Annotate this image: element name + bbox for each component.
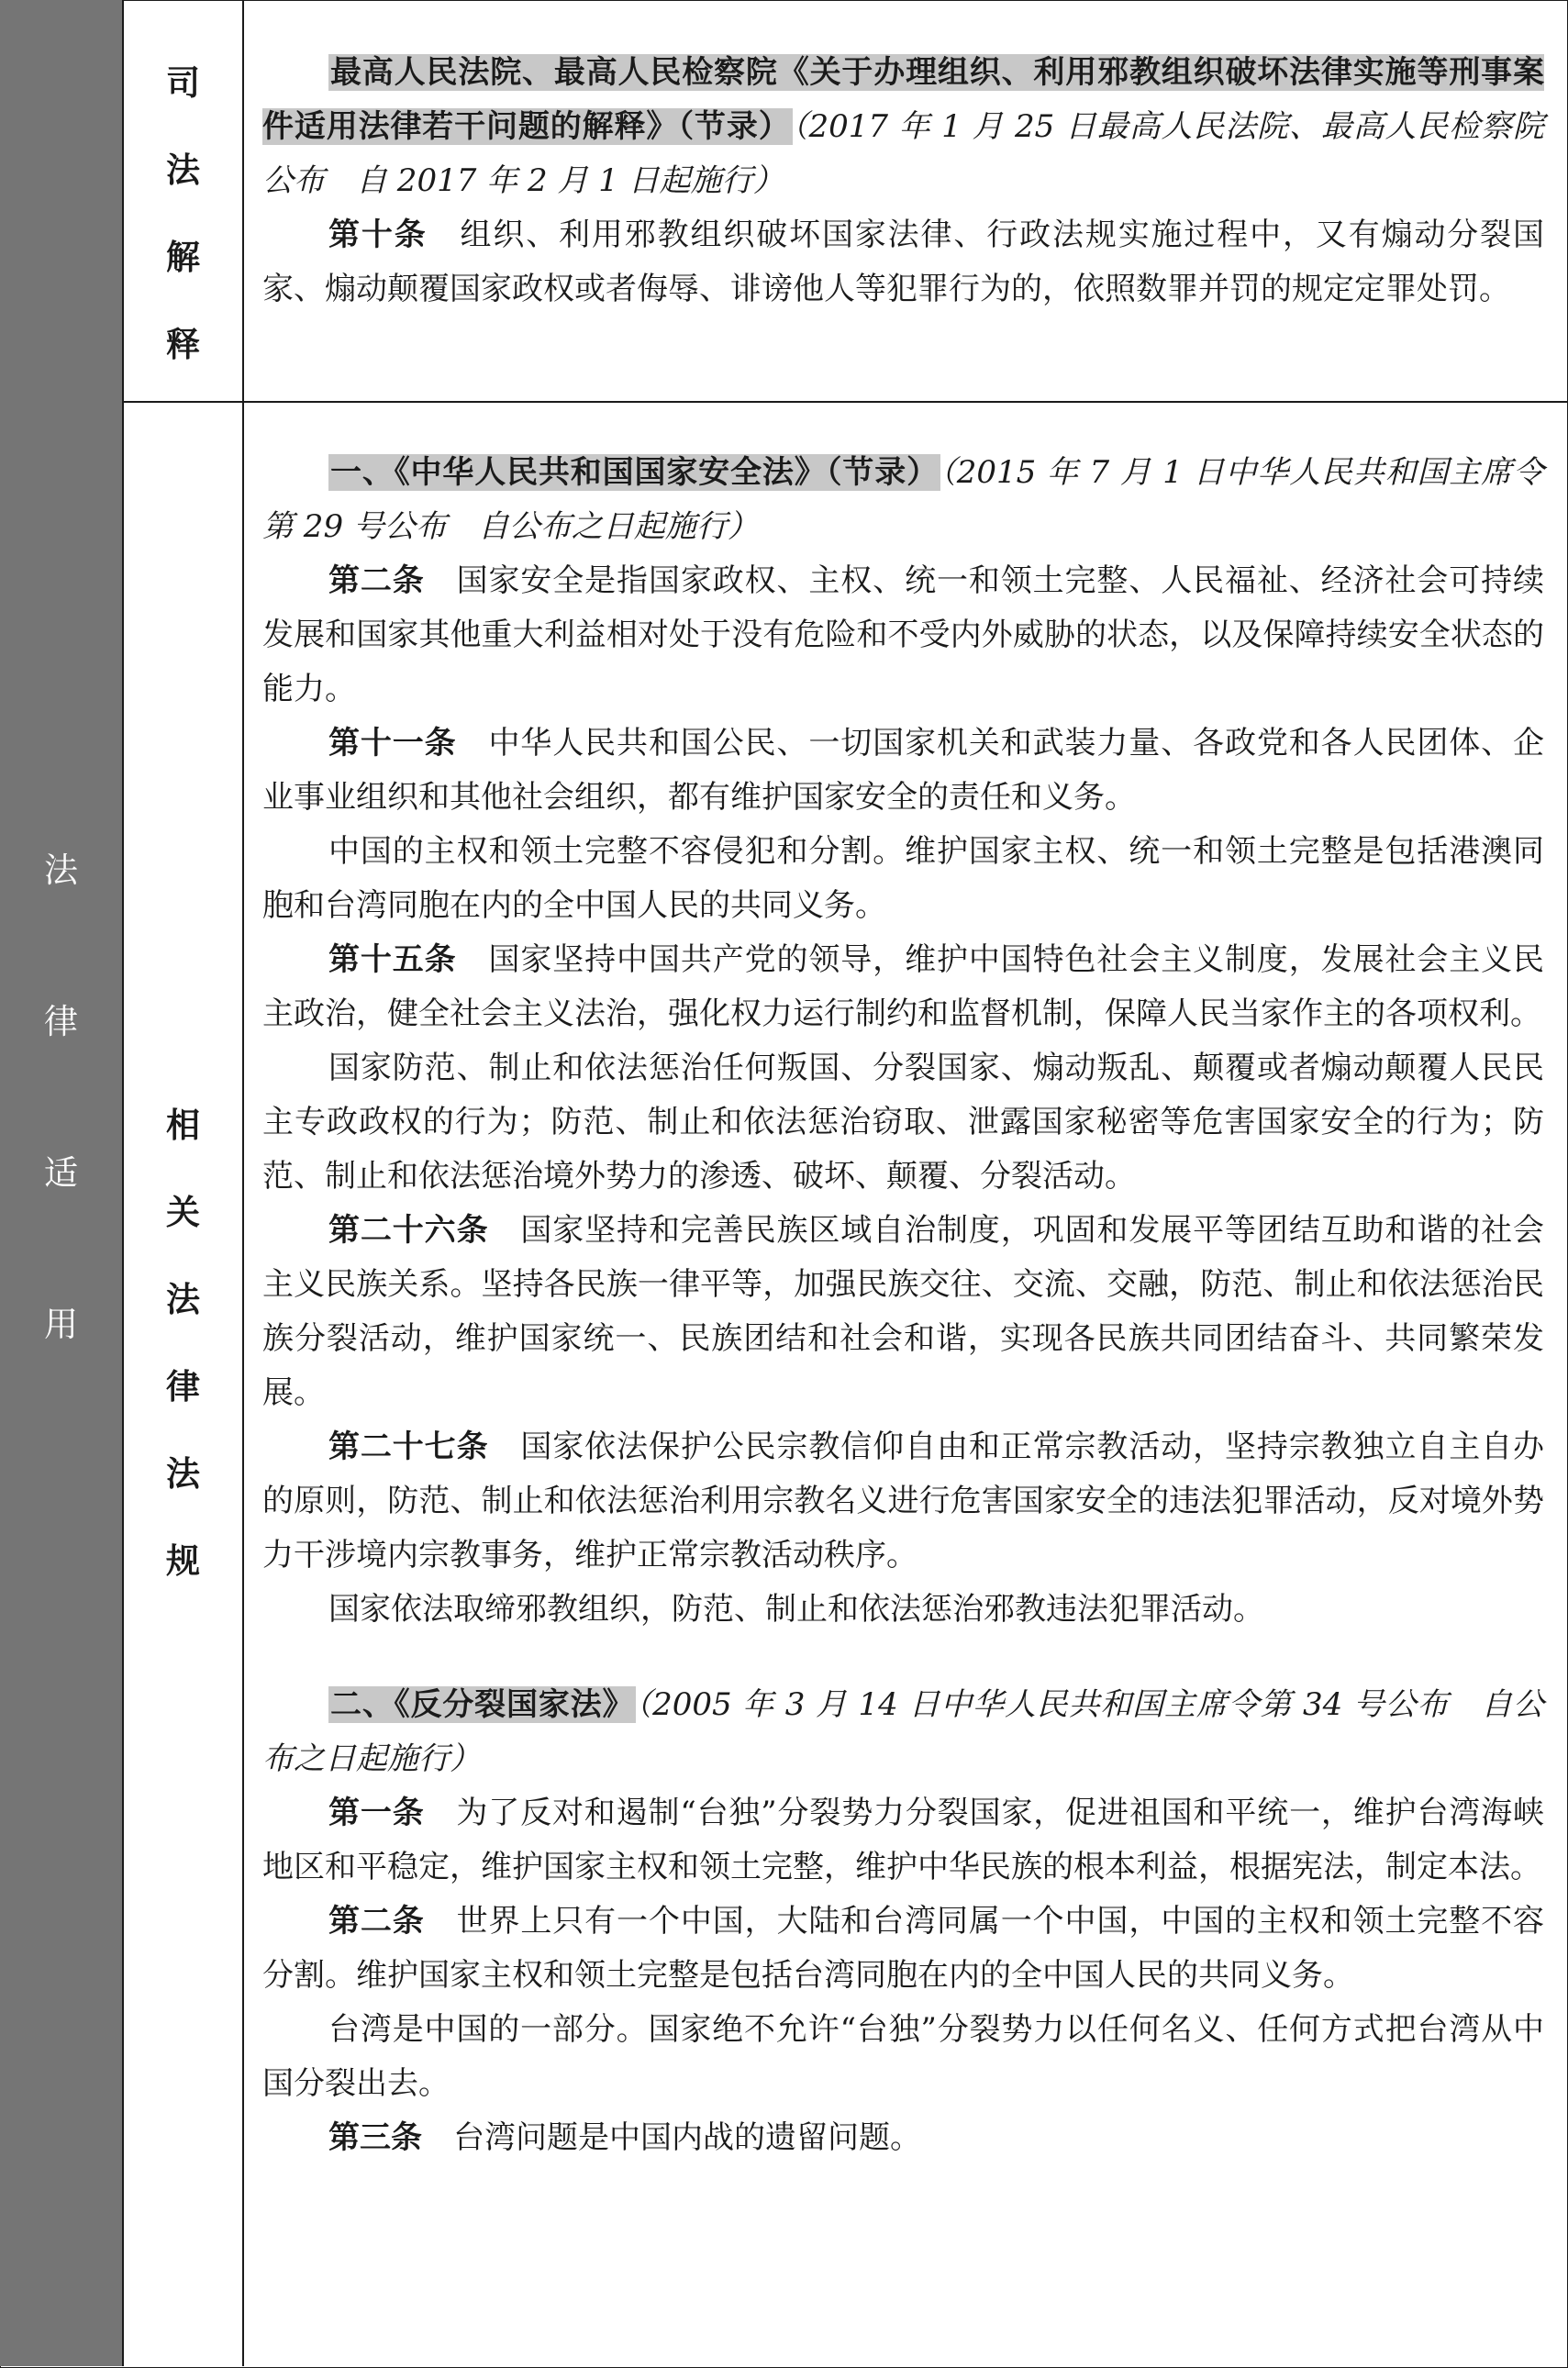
article-text: 台湾问题是中国内战的遗留问题。 bbox=[453, 2119, 921, 2156]
side-char: 用 bbox=[44, 1305, 78, 1344]
article-number: 第一条 bbox=[328, 1795, 425, 1831]
article-number: 第十条 bbox=[328, 217, 428, 253]
article-text: 世界上只有一个中国，大陆和台湾同属一个中国，中国的主权和领土完整不容分割。维护国家主权和领土完整是包括台湾同胞在内的全中国人民的共同义务。 bbox=[262, 1903, 1545, 1994]
side-char: 律 bbox=[44, 1002, 78, 1041]
law1-paragraph bbox=[262, 1204, 1544, 1420]
article-text: 国家坚持和完善民族区域自治制度，巩固和发展平等团结互助和谐的社会主义民族关系。坚持各民族一律平等，加强民族交往、交流、交融，防范、制止和依法惩治民族分裂活动，维护国家统一、民族团结和社会和谐，实现各民族共同团结奋斗、共同繁荣发展。 bbox=[262, 1212, 1545, 1411]
article-text: 国家防范、制止和依法惩治任何叛国、分裂国家、煽动叛乱、颠覆或者煽动颠覆人民民主专政政权的行为；防范、制止和依法惩治窃取、泄露国家秘密等危害国家安全的行为；防范、制止和依法惩治境外势力的渗透、破坏、颠覆、分裂活动。 bbox=[262, 1050, 1544, 1195]
section1-label-char: 解 bbox=[166, 238, 200, 277]
section2-label-char: 规 bbox=[166, 1541, 200, 1581]
law2-paragraph bbox=[262, 2003, 1544, 2111]
law1-source: （2015 年 7 月 1 日中华人民共和国主席令第 29 号公布 自公布之日起施行） bbox=[262, 454, 1545, 545]
side-category-label bbox=[0, 850, 122, 1459]
side-category-column bbox=[0, 0, 124, 2366]
section2-label-char: 关 bbox=[166, 1193, 200, 1232]
article-number: 第二条 bbox=[328, 562, 425, 599]
article-text: 组织、利用邪教组织破坏国家法律、行政法规实施过程中，又有煽动分裂国家、煽动颠覆国家政权或者侮辱、诽谤他人等犯罪行为的，依照数罪并罚的规定定罪处罚。 bbox=[262, 217, 1545, 307]
judicial-interpretation-heading bbox=[262, 46, 1544, 208]
law1-paragraph bbox=[262, 1420, 1544, 1583]
law1-heading bbox=[262, 446, 1544, 554]
section2-label-char: 法 bbox=[166, 1454, 200, 1494]
article-text: 中国的主权和领土完整不容侵犯和分割。维护国家主权、统一和领土完整是包括港澳同胞和台湾同胞在内的全中国人民的共同义务。 bbox=[262, 833, 1544, 924]
section2-label-char: 法 bbox=[166, 1280, 200, 1319]
section1-label-char: 法 bbox=[166, 150, 200, 190]
article-number: 第十五条 bbox=[328, 941, 457, 978]
side-char: 适 bbox=[44, 1153, 78, 1193]
article-number: 第二十六条 bbox=[328, 1212, 489, 1249]
section1-content bbox=[262, 46, 1544, 317]
law2-title: 二、《反分裂国家法》 bbox=[330, 1686, 635, 1723]
law1-paragraph bbox=[262, 717, 1544, 825]
section-divider bbox=[122, 401, 1568, 403]
law1-paragraph bbox=[262, 1583, 1544, 1637]
law1-paragraph bbox=[262, 554, 1544, 717]
section2-label-char: 律 bbox=[166, 1367, 200, 1406]
interpretation-title: 最高人民法院、最高人民检察院《关于办理组织、利用邪教组织破坏法律实施等刑事案件适用法律若干问题的解释》（节录） bbox=[262, 54, 1544, 145]
article-number: 第二条 bbox=[328, 1903, 425, 1940]
law-spacer bbox=[262, 1637, 1544, 1678]
article-text: 国家依法取缔邪教组织，防范、制止和依法惩治邪教违法犯罪活动。 bbox=[328, 1591, 1264, 1628]
article-number: 第三条 bbox=[328, 2119, 422, 2156]
column-divider bbox=[242, 0, 244, 2366]
section2-content bbox=[262, 446, 1544, 2165]
article-text: 为了反对和遏制“台独”分裂势力分裂国家，促进祖国和平统一，维护台湾海峡地区和平稳定，维护国家主权和领土完整，维护中华民族的根本利益，根据宪法，制定本法。 bbox=[262, 1795, 1545, 1885]
law2-paragraph bbox=[262, 2111, 1544, 2165]
law1-paragraph bbox=[262, 933, 1544, 1041]
article-number: 第二十七条 bbox=[328, 1429, 489, 1465]
section1-label bbox=[124, 63, 242, 415]
article-text: 国家安全是指国家政权、主权、统一和领土完整、人民福祉、经济社会可持续发展和国家其他重大利益相对处于没有危险和不受内外威胁的状态，以及保障持续安全状态的能力。 bbox=[262, 562, 1545, 707]
article-text: 国家依法保护公民宗教信仰自由和正常宗教活动，坚持宗教独立自主自办的原则，防范、制止和依法惩治利用宗教名义进行危害国家安全的违法犯罪活动，反对境外势力干涉境内宗教事务，维护正常宗教活动秩序。 bbox=[262, 1429, 1545, 1573]
article-paragraph bbox=[262, 208, 1544, 317]
article-text: 台湾是中国的一部分。国家绝不允许“台独”分裂势力以任何名义、任何方式把台湾从中国分裂出去。 bbox=[262, 2011, 1544, 2102]
article-text: 国家坚持中国共产党的领导，维护中国特色社会主义制度，发展社会主义民主政治，健全社会主义法治，强化权力运行制约和监督机制，保障人民当家作主的各项权利。 bbox=[262, 941, 1545, 1032]
law1-title: 一、《中华人民共和国国家安全法》（节录） bbox=[330, 454, 939, 491]
section1-label-char: 释 bbox=[166, 325, 200, 364]
article-text: 中华人民共和国公民、一切国家机关和武装力量、各政党和各人民团体、企业事业组织和其他社会组织，都有维护国家安全的责任和义务。 bbox=[262, 725, 1545, 816]
section2-label bbox=[124, 1108, 242, 1631]
law1-paragraph bbox=[262, 1041, 1544, 1204]
law2-paragraph bbox=[262, 1786, 1544, 1895]
law2-paragraph bbox=[262, 1895, 1544, 2003]
article-number: 第十一条 bbox=[328, 725, 457, 762]
interpretation-source: （2017 年 1 月 25 日最高人民法院、最高人民检察院公布 自 2017 年 2 月 1 日起施行） bbox=[262, 108, 1544, 199]
section1-label-char: 司 bbox=[166, 63, 200, 103]
section2-label-char: 相 bbox=[166, 1106, 200, 1145]
law1-paragraph bbox=[262, 825, 1544, 933]
law2-heading bbox=[262, 1678, 1544, 1786]
law2-source: （2005 年 3 月 14 日中华人民共和国主席令第 34 号公布 自公布之日起施行） bbox=[262, 1686, 1545, 1777]
side-char: 法 bbox=[44, 850, 78, 890]
